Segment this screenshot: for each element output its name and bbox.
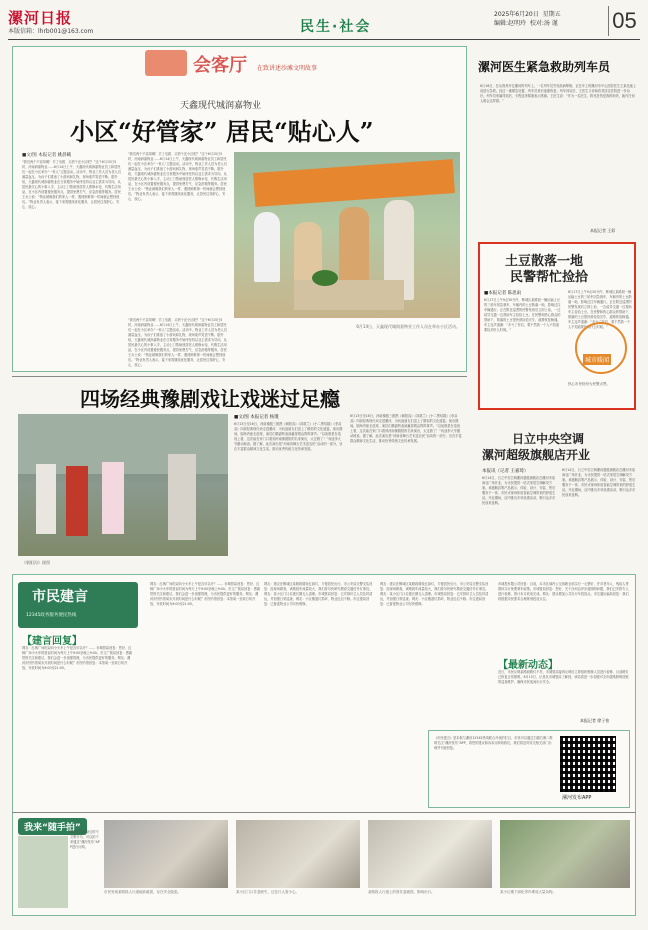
masthead <box>8 4 640 40</box>
date-info <box>494 10 610 28</box>
reply-title: 【建言回复】 <box>22 636 82 647</box>
reply-body-col2: 网友：红枫广场的双向小火车上午是否可以开？…… 市城管局回复：您好，红枫广场小火车的营业时间为每天上午9:00至晚上9:00。市文广旅局回复：感谢您的关注和建议，我们会进一步加强管理，为市民提供更好的服务。网友：漯河市图书馆周末开放时间是什么时候？市图书馆回复：本馆周一至周日均开放，开放时间为9:00至21:00。 <box>150 582 260 606</box>
potato-tail: 热心市民纷纷为民警点赞。 <box>568 382 610 386</box>
weekday: 星期五 <box>542 11 561 18</box>
banner-in-photo <box>253 159 455 207</box>
city-banner <box>18 582 138 628</box>
right-body: 市城投有限公司回复：目前，本市区域内公交线路全部实行一元票价，并对老年人、残疾人等群体实行免费乘车政策。市城管局回复：您好，关于沙河沿岸步道照明问题，我们已安排专人进行检修，预计本月底前完成。网友：建议增加公共自行车投放点。市交通运输局回复：我们将根据市民需求合理规划投放点位。 <box>498 582 629 601</box>
story-byline: ■文/图 本报记者 姚晨曦 <box>22 153 72 158</box>
person <box>254 212 280 282</box>
column-badge <box>145 50 375 76</box>
doctor-body: 6月16日，在从郑州开往漯河的列车上，一名列车员突发疾病晕倒，正在车上的漯河市中心医院医生王某迅速上前进行急救。经过一番紧急处置，列车员意识逐渐恢复。列车到站后，王医生又协助将其送往医院进一步治疗。列车员家属得知后，专程送来锦旗表示感谢。王医生说：“作为一名医生，救死扶伤是我的职责，换作任何人都会这样做。” <box>480 84 636 103</box>
actor <box>36 464 56 534</box>
doctor-headline: 漯河医生紧急救助列车员 <box>478 60 611 74</box>
story-body-col2: “我们两个不容易啊！手工皂做、买药个还小区吧？”这个6月15日5时，河南润嘉物业……6月14日上午，天鑫现代城润嘉物业员工和居民们一起在小区举办“一家人”主题活动。活动中，物业工作人员为老人们测量血压，为孩子们准备了小游戏和礼物，现场欢声笑语不断。据介绍，天鑫现代城润嘉物业在日常服务中始终坚持以业主需求为导向，从居民最关心的小事入手，主动上门帮助独居老人维修水电、代购生活用品，在小区内设置便民服务点，提供免费打气、应急药箱等服务。居民王女士说：“物业就像我们的家人一样，遇到困难第一时间就会想到他们。”物业负责人表示，接下来将继续优化服务，让居民住得舒心、安心、放心。 <box>128 152 227 201</box>
column-title: 会客厅 <box>193 55 247 76</box>
table <box>294 280 404 310</box>
latest-body: 近日，市民反映某路段路灯不亮，市城管局接到反映后立即组织维修人员进行检修，目前路灯已恢复正常照明。6月15日，记者从市城管局了解到，该局将进一步加强对全市道路照明设施的巡查维护，确保市民夜间出行安全。 <box>498 670 629 684</box>
snapshot-photo-3 <box>368 820 492 888</box>
city-banner-title: 市民建言 <box>32 589 88 605</box>
drama-headline: 四场经典豫剧戏让戏迷过足瘾 <box>80 387 340 411</box>
potato-body-right: 6月17日上午9点30分许，郸城区某路段一辆运输土豆的三轮车因急刹车，车厢内的土豆散落一地，影响过往车辆通行。正在附近巡逻的民警发现后立即上前，一边疏导交通一边帮助车主捡拾土豆。在民警和热心群众的帮助下，散落的土豆很快被捡拾完毕，道路恢复畅通。车主连声道谢：“多亏了你们，要不然我一个人不知道要捡到什么时候。” <box>568 290 632 329</box>
ac-body-col1: 6月14日，日立中央空调漯河超级旗舰店在漯河市某商业广场开业，为市民提供一站式家居空调解决方案。该旗舰店集产品展示、体验、设计、安装、售后服务于一体，市民可现场体验智能空调带来的舒适生活。开业期间，店内推出多项优惠活动，吸引众多市民前来选购。 <box>482 476 556 505</box>
editor: 编辑:赵明玲 <box>494 20 527 27</box>
ac-byline: 本报讯（记者 王嘉琦） <box>482 469 529 474</box>
stamp-label: 城市暖闻 <box>583 354 611 365</box>
followup-reporter: 本报记者 徐子怡 <box>580 718 610 723</box>
potato-headline-1: 土豆散落一地 <box>505 254 584 269</box>
divider <box>12 812 636 813</box>
mid-body-col2: 网友：建议在郾城区某路段增设红绿灯，方便居民出行。市公安局交警支队回复：经现场勘查，该路段车流量较大，我们将尽快研究增设交通信号灯事宜。网友：某小区门口垃圾长期无人清理。市城管局回复：已安排环卫人员及时清运，并加强日常巡查。网友：小区楼道灯损坏，物业迟迟不修。市住建局回复：已督促物业公司尽快维修。 <box>380 582 489 606</box>
qr-code-icon[interactable] <box>560 736 616 792</box>
watermelon <box>312 270 338 286</box>
potato-headline-2: 民警帮忙捡拾 <box>510 270 589 285</box>
qr-note: 《市民建言》是本报与漯河12345热线联合开设的栏目，市民可以通过扫描右侧二维码关注“漯河发布”APP，将您的建议和诉求反映给我们，我们将及时转交相关部门办理并刊登回复。 <box>434 736 553 750</box>
latest-title: 【最新动态】 <box>498 660 558 671</box>
drama-byline: ■文/图 本报记者 杨瑾 <box>234 415 279 420</box>
potato-byline: ■本报记者 陈思雨 <box>484 291 522 296</box>
actor <box>168 454 196 540</box>
snapshot-text: 如果您发现身边的不文明行为，可以拍下来通过“漯河发布”APP进行反映。 <box>70 830 100 849</box>
qr-caption: 漯河发布APP <box>562 795 592 801</box>
ac-body-col2: 6月14日，日立中央空调漯河超级旗舰店在漯河市某商业广场开业，为市民提供一站式家居空调解决方案。该旗舰店集产品展示、体验、设计、安装、售后服务于一体，市民可现场体验智能空调带来的舒适生活。开业期间，店内推出多项优惠活动，吸引众多市民前来选购。 <box>562 468 636 497</box>
doctor-reporter: 本报记者 王彩 <box>590 228 616 233</box>
snapshot-caption-3: 某路段人行道上的窨井盖破损，影响出行。 <box>368 890 435 894</box>
story-headline: 小区“好管家” 居民“贴心人” <box>70 117 374 146</box>
mid-body-col1: 网友：建议在郾城区某路段增设红绿灯，方便居民出行。市公安局交警支队回复：经现场勘查，该路段车流量较大，我们将尽快研究增设交通信号灯事宜。网友：某小区门口垃圾长期无人清理。市城管局回复：已安排环卫人员及时清运，并加强日常巡查。网友：小区楼道灯损坏，物业迟迟不修。市住建局回复：已督促物业公司尽快维修。 <box>264 582 373 606</box>
reply-body-col1: 网友：红枫广场的双向小火车上午是否可以开？…… 市城管局回复：您好，红枫广场小火车的营业时间为每天上午9:00至晚上9:00。市文广旅局回复：感谢您的关注和建议，我们会进一步加强管理，为市民提供更好的服务。网友：漯河市图书馆周末开放时间是什么时候？市图书馆回复：本馆周一至周日均开放，开放时间为9:00至21:00。 <box>22 646 132 670</box>
date: 2025年6月20日 <box>494 11 539 18</box>
page-number: 05 <box>608 6 640 36</box>
story-photo <box>234 152 460 318</box>
photo-caption: 6月14日，天鑫现代城润嘉物业工作人员在举办小区活动。 <box>356 324 460 329</box>
badge-emblem <box>145 50 187 76</box>
story-body-col1: “我们两个不容易啊！手工皂做、买药个还小区吧？”这个6月15日5时，河南润嘉物业……6月14日上午，天鑫现代城润嘉物业员工和居民们一起在小区举办“一家人”主题活动。活动中，物业工作人员为老人们测量血压，为孩子们准备了小游戏和礼物，现场欢声笑语不断。据介绍，天鑫现代城润嘉物业在日常服务中始终坚持以业主需求为导向，从居民最关心的小事入手，主动上门帮助独居老人维修水电、代购生活用品，在小区内设置便民服务点，提供免费打气、应急药箱等服务。居民王女士说：“物业就像我们的家人一样，遇到困难第一时间就会想到他们。”物业负责人表示，接下来将继续优化服务，让居民住得舒心、安心、放心。 <box>22 160 121 209</box>
column-subtitle: 在致讲述沙滩文明故事 <box>257 65 318 72</box>
story-body-col2b: “我们两个不容易啊！手工皂做、买药个还小区吧？”这个6月15日5时，河南润嘉物业……6月14日上午，天鑫现代城润嘉物业员工和居民们一起在小区举办“一家人”主题活动。活动中，物业工作人员为老人们测量血压，为孩子们准备了小游戏和礼物，现场欢声笑语不断。据介绍，天鑫现代城润嘉物业在日常服务中始终坚持以业主需求为导向，从居民最关心的小事入手，主动上门帮助独居老人维修水电、代购生活用品，在小区内设置便民服务点，提供免费打气、应急药箱等服务。居民王女士说：“物业就像我们的家人一样，遇到困难第一时间就会想到他们。”物业负责人表示，接下来将继续优化服务，让居民住得舒心、安心、放心。 <box>128 318 227 367</box>
divider <box>12 376 467 377</box>
ac-headline-1: 日立中央空调 <box>512 432 585 446</box>
newspaper-logo: 漯河日报 <box>8 9 73 27</box>
email-line: 本版信箱：lhrb001@163.com <box>8 28 94 35</box>
snapshot-photo-2 <box>236 820 360 888</box>
proofreader: 校对:汤 谨 <box>529 20 558 27</box>
city-warmth-stamp <box>575 322 627 374</box>
snapshot-banner: 我来“随手拍” <box>18 818 87 835</box>
snapshot-caption-1: 市民发现某路段人行道地砖破损，存在安全隐患。 <box>104 890 181 894</box>
city-banner-sub: 12345政务服务便民热线 <box>26 613 77 618</box>
actor <box>66 466 88 536</box>
drama-body-col2: 6月13日至16日，河南豫剧三团携《朝阳沟》《刘胡兰》《小二黑结婚》《李双双》四部经典现代戏走进漯河，为戏迷朋友们送上了精彩的文化盛宴。演出期间，剧场内座无虚席，演员们精湛的表演赢得观众阵阵掌声。“以前都是在电视上看，这次能在家门口看到河南豫剧院的名家演出，太过瘾了！”戏迷李大爷激动地说。据了解，此次演出是“河南省舞台艺术送农民”活动的一部分，旨在丰富群众精神文化生活，推动优秀传统文化传承发展。 <box>350 414 462 443</box>
snapshot-caption-4: 某小区楼下绿化带内堆放大量杂物。 <box>500 890 556 894</box>
snapshot-photo-4 <box>500 820 630 888</box>
potato-body: 6月17日上午9点30分许，郸城区某路段一辆运输土豆的三轮车因急刹车，车厢内的土豆散落一地，影响过往车辆通行。正在附近巡逻的民警发现后立即上前，一边疏导交通一边帮助车主捡拾土豆。在民警和热心群众的帮助下，散落的土豆很快被捡拾完毕，道路恢复畅通。车主连声道谢：“多亏了你们，要不然我一个人不知道要捡到什么时候。” <box>484 298 561 332</box>
snapshot-photo-1 <box>104 820 228 888</box>
story-kicker: 天鑫现代城润嘉物业 <box>180 101 262 111</box>
drama-caption: 《朝阳沟》剧照 <box>22 560 50 565</box>
actor <box>102 462 124 534</box>
snapshot-photo-left <box>18 836 68 908</box>
drama-photo <box>18 414 228 556</box>
section-title: 民生·社会 <box>300 19 372 35</box>
snapshot-caption-2: 某小区门口井盖缺失，过往行人需小心。 <box>236 890 299 894</box>
drama-body-col1: 6月13日至16日，河南豫剧三团携《朝阳沟》《刘胡兰》《小二黑结婚》《李双双》四部经典现代戏走进漯河，为戏迷朋友们送上了精彩的文化盛宴。演出期间，剧场内座无虚席，演员们精湛的表演赢得观众阵阵掌声。“以前都是在电视上看，这次能在家门口看到河南豫剧院的名家演出，太过瘾了！”戏迷李大爷激动地说。据了解，此次演出是“河南省舞台艺术送农民”活动的一部分，旨在丰富群众精神文化生活，推动优秀传统文化传承发展。 <box>234 422 343 451</box>
ac-headline-2: 漯河超级旗舰店开业 <box>482 448 591 462</box>
